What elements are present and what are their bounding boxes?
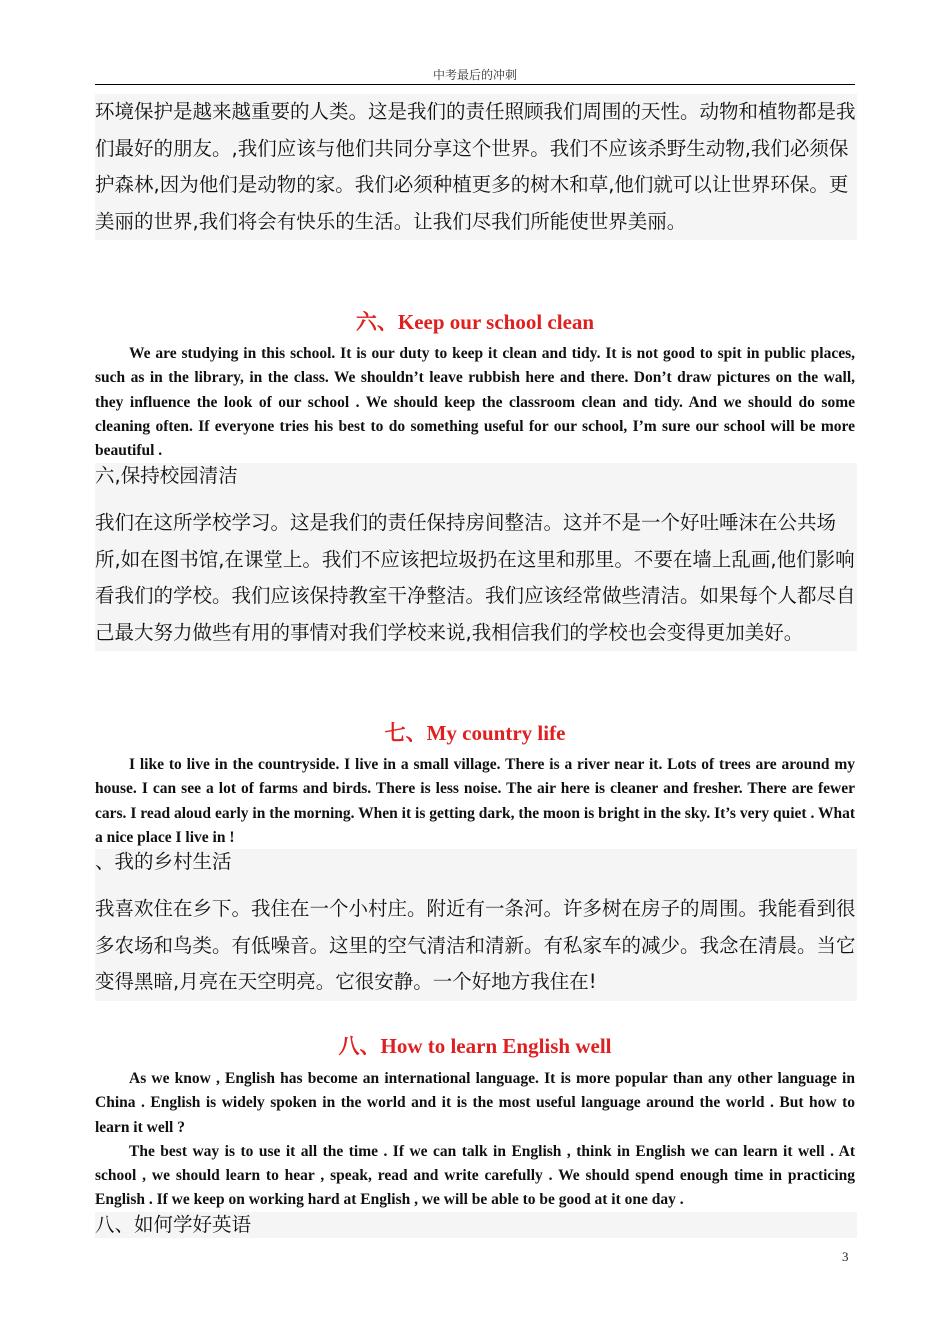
page-number: 3 [842, 1249, 849, 1264]
section6-english-paragraph: We are studying in this school. It is our duty to keep it clean and tidy. It is not good to spit in public places, such as in the library, in the class. We shouldn’t leave rubbish here and there. Don’t draw pictures on the wall, they influence the look of our school . We should keep the classroom clean and tidy. And we should do some cleaning often. If everyone tries his best to do something useful for our school, I’m sure our school will be more beautiful . [95, 345, 855, 460]
section6-translation: 我们在这所学校学习。这是我们的责任保持房间整洁。这并不是一个好吐唾沫在公共场所,如在图书馆,在课堂上。我们不应该把垃圾扔在这里和那里。不要在墙上乱画,他们影响看我们的学校。我们应该保持教室干净整洁。我们应该经常做些清洁。如果每个人都尽自己最大努力做些有用的事情对我们学校来说,我相信我们的学校也会变得更加美好。 [95, 489, 857, 651]
section7-english [95, 753, 855, 850]
section8-cn-title: 八、如何学好英语 [95, 1212, 857, 1238]
section7-title: 七、My country life [384, 721, 566, 745]
section6-title: 六、Keep our school clean [355, 310, 595, 334]
section8-title: 八、How to learn English well [338, 1034, 612, 1058]
section8-english-paragraph-2: The best way is to use it all the time . If we can talk in English , think in English we can learn it well . At school , we should learn to hear , speak, read and write carefully . We should spend enough time in practicing English . If we keep on working hard at English , we will be able to be good at it one day . [95, 1142, 855, 1209]
section7-cn-title: 、我的乡村生活 [95, 849, 857, 875]
section7-translation: 我喜欢住在乡下。我住在一个小村庄。附近有一条河。许多树在房子的周围。我能看到很多农场和鸟类。有低噪音。这里的空气清洁和清新。有私家车的减少。我念在清晨。当它变得黑暗,月亮在天空明亮。它很安静。一个好地方我住在! [95, 875, 857, 1001]
header-rule [95, 84, 855, 85]
page-header: 中考最后的冲刺 [432, 68, 517, 82]
section5-translation: 环境保护是越来越重要的人类。这是我们的责任照顾我们周围的天性。动物和植物都是我们最好的朋友。,我们应该与他们共同分享这个世界。我们不应该杀野生动物,我们必须保护森林,因为他们是动物的家。我们必须种植更多的树木和草,他们就可以让世界环保。更美丽的世界,我们将会有快乐的生活。让我们尽我们所能使世界美丽。 [95, 94, 857, 240]
section8-english [95, 1067, 855, 1213]
section8-english-paragraph-1: As we know , English has become an international language. It is more popular than any other language in China . English is widely spoken in the world and it is the most useful language around the world . But how to learn it well ? [95, 1070, 855, 1136]
section6-cn-title: 六,保持校园清洁 [95, 463, 857, 489]
section7-english-paragraph: I like to live in the countryside. I live in a small village. There is a river near it. Lots of trees are around my house. I can see a lot of farms and birds. There is less noise. The air here is cleaner and fresher. There are fewer cars. I read aloud early in the morning. When it is getting dark, the moon is bright in the sky. It’s very quiet . What a nice place I live in ! [95, 756, 855, 846]
section6-english [95, 342, 855, 463]
